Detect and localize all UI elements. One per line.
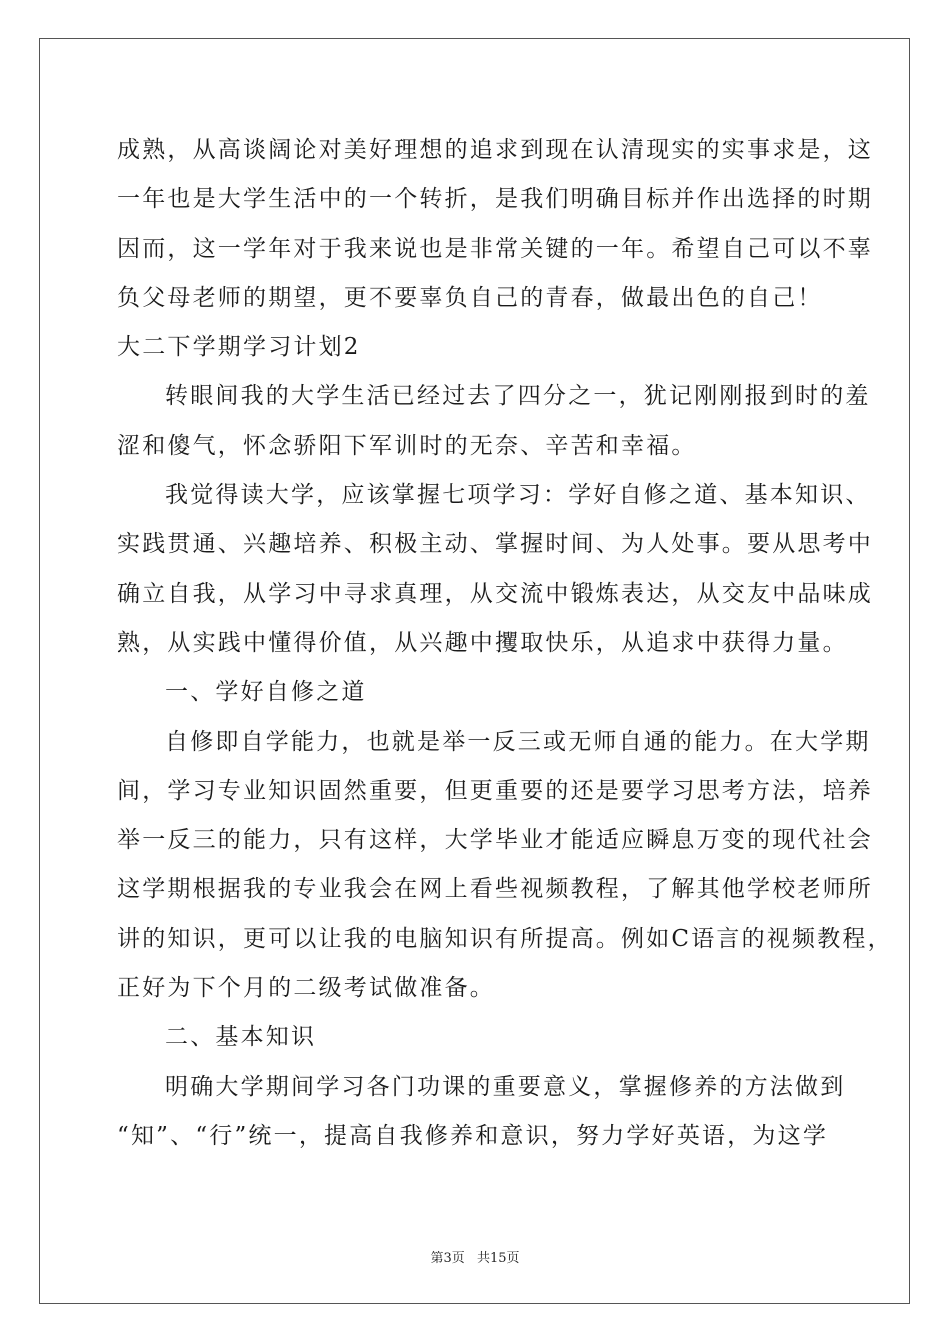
text-line: 二、基本知识 [165,1024,317,1051]
text-line: 明确大学期间学习各门功课的重要意义，掌握修养的方法做到 [165,1073,846,1100]
text-line: “知”、“行”统一，提高自我修养和意识，努力学好英语，为这学 [117,1122,829,1149]
text-line: 熟，从实践中懂得价值，从兴趣中攫取快乐，从追求中获得力量。 [117,629,848,656]
text-line: 一、学好自修之道 [165,679,367,706]
text-line: 我觉得读大学，应该掌握七项学习：学好自修之道、基本知识、 [165,482,871,509]
text-line: 确立自我，从学习中寻求真理，从交流中锻炼表达，从交友中品味成 [117,580,873,607]
text-line: 实践贯通、兴趣培养、积极主动、掌握时间、为人处事。要从思考中 [117,531,873,558]
text-line: 转眼间我的大学生活已经过去了四分之一，犹记刚刚报到时的羞 [165,383,871,410]
text-line: 间，学习专业知识固然重要，但更重要的还是要学习思考方法，培养 [117,777,873,804]
text-line: 因而，这一学年对于我来说也是非常关键的一年。希望自己可以不辜 [117,235,873,262]
text-line: 一年也是大学生活中的一个转折，是我们明确目标并作出选择的时期 [117,186,873,213]
text-line: 大二下学期学习计划2 [117,334,361,361]
page-total: 共15页 [476,1251,520,1266]
text-line: 正好为下个月的二级考试做准备。 [117,975,495,1002]
text-line: 自修即自学能力，也就是举一反三或无师自通的能力。在大学期 [165,728,871,755]
text-line: 举一反三的能力，只有这样，大学毕业才能适应瞬息万变的现代社会 [117,827,873,854]
page-footer [0,1247,950,1266]
text-line: 涩和傻气，怀念骄阳下军训时的无奈、辛苦和幸福。 [117,432,697,459]
text-line: 这学期根据我的专业我会在网上看些视频教程，了解其他学校老师所 [117,876,873,903]
document-body [117,126,893,1161]
text-line: 负父母老师的期望，更不要辜负自己的青春，做最出色的自己！ [117,284,823,311]
text-line: 成熟，从高谈阔论对美好理想的追求到现在认清现实的实事求是，这 [117,137,873,163]
page-number: 第3页 [430,1251,465,1266]
text-line: 讲的知识，更可以让我的电脑知识有所提高。例如C语言的视频教程， [117,925,893,952]
